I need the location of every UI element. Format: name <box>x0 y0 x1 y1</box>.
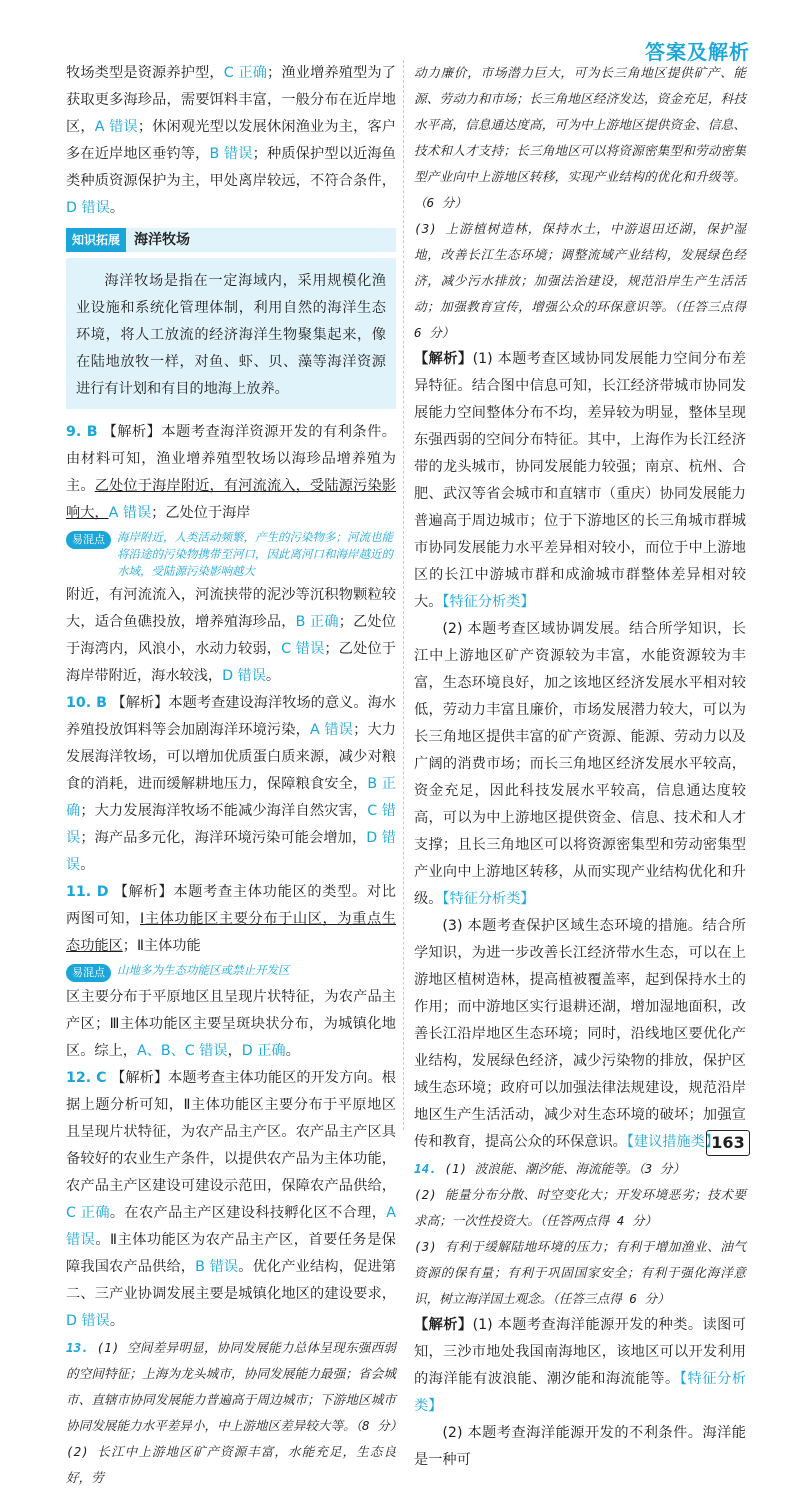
question-13-analysis-2 <box>414 616 746 913</box>
text: (1) 本题考查区域协同发展能力空间分布差异特征。结合图中信息可知，长江经济带城市协同发展能力空间整体分布不均，差异较为明显，整体呈现东强西弱的空间分布特征。其中，上海作为长江经济带的龙头城市，协同发展能力较强；南京、杭州、合肥、武汉等省会城市和直辖市（重庆）协同发展能力普遍高于周边城市；位于下游地区的长三角城市群城市协同发展能力水平差异相对较小，而位于中上游地区的长江中游城市群和成渝城市群整体差异相对较大。 <box>414 351 746 610</box>
text: 。 <box>285 1043 300 1059</box>
question-13-answer <box>66 1335 403 1491</box>
judgement: A 错误 <box>310 722 354 738</box>
judgement: C 正确 <box>66 1205 110 1221</box>
answer-13-part-1 <box>66 1335 403 1439</box>
judgement: B 正确 <box>295 614 339 630</box>
question-14-analysis-1 <box>414 1312 746 1420</box>
answer-14-part-2: (2) 能量分布分散、时空变化大；开发环境恶劣；技术要求高；一次性投资大。（任答两点得 4 分） <box>414 1187 746 1228</box>
analysis-label: 【解析】 <box>414 1317 473 1333</box>
text: 。优化产业结构，促进第二、三产业协调发展主要是城镇化地区的建设要求， <box>66 1259 396 1302</box>
text: ；海产品多元化，海洋环境污染可能会增加， <box>80 830 367 846</box>
judgement: D 错误 <box>66 200 110 216</box>
knowledge-extension-body: 海洋牧场是指在一定海域内，采用规模化渔业设施和系统化管理体制，利用自然的海洋生态环境，将人工放流的经济海洋生物聚集起来，像在陆地放牧一样，对鱼、虾、贝、藻等海洋资源进行有计划和有目的地海上放养。 <box>76 273 386 397</box>
knowledge-extension-header <box>66 228 396 252</box>
text: ；乙处位于海湾内，风浪小，水动力较弱， <box>66 614 396 657</box>
text: 区主要分布于平原地区且呈现片状特征，为农产品主产区；Ⅲ主体功能区主要呈斑块状分布，为城镇化地区。综上， <box>66 989 396 1059</box>
text: ；乙处位于海岸带附近，海水较浅， <box>66 641 396 684</box>
note-text: 海岸附近，人类活动频繁，产生的污染物多；河流也能将沿途的污染物携带至河口，因此离河口和海岸越近的水域，受陆源污染影响越大 <box>117 530 393 578</box>
confusion-note <box>66 962 396 982</box>
text: 附近，有河流流入，河流挟带的泥沙等沉积物颗粒较大，适合鱼礁投放，增养殖海珍品， <box>66 587 396 630</box>
judgement: C 正确 <box>223 65 268 81</box>
judgement: D 错误 <box>222 668 266 684</box>
answer-13-part-2: (2) 长江中上游地区矿产资源丰富，水能充足，生态良好，劳 <box>66 1444 396 1485</box>
text: 本题考查主体功能区的开发方向。根据上题分析可知，Ⅱ主体功能区主要分布于平原地区且呈现片状特征，为农产品主产区。农产品主产区具备较好的农业生产条件，以提供农产品为主体功能，农产品主产区建设可建设示范田，保障农产品供给， <box>66 1070 396 1194</box>
answer-13-part-3: (3) 上游植树造林，保持水土，中游退田还湖，保护湿地，改善长江生态环境；调整流域产业结构，发展绿色经济，减少污水排放；加强法治建设，规范沿岸生产生活活动；加强教育宣传，增强公众的环保意识等。（任答三点得 6 分） <box>414 221 746 340</box>
text: 。 <box>109 200 125 216</box>
judgement: C 错误 <box>66 803 396 846</box>
text: 。在农产品主产区建设科技孵化区不合理， <box>109 1205 387 1221</box>
text: (1) 本题考查海洋能源开发的种类。读图可知，三沙市地处我国南海地区，该地区可以开发利用的海洋能有波浪能、潮汐能和海流能等。 <box>414 1317 746 1387</box>
note-text: 山地多为生态功能区或禁止开发区 <box>117 963 290 977</box>
judgement: B 错误 <box>195 1259 239 1275</box>
analysis-label: 【解析】 <box>414 351 473 367</box>
knowledge-extension-tag: 知识拓展 <box>66 228 126 252</box>
judgement: A 错误 <box>66 1205 396 1248</box>
judgement: D 错误 <box>66 830 396 873</box>
question-number: 11. D <box>66 884 109 900</box>
question-number: 14. <box>414 1161 437 1176</box>
question-number: 10. B <box>66 695 107 711</box>
text: (2) 本题考查区域协调发展。结合所学知识，长江中上游地区矿产资源较为丰富，水能资源较为丰富，生态环境良好，加之该地区经济发展水平相对较低，劳动力丰富且廉价，市场发展潜力较大，可以为长三角地区提供丰富的矿产资源、能源、劳动力以及广阔的消费市场；而长三角地区经济发展水平较高，资金充足，因此科技发展水平较高，信息通达度较高，可以为中上游地区提供资金、信息、技术和人才支撑；且长三角地区可以将资源密集型和劳动密集型产业向中上游地区转移，从而实现产业结构优化和升级。 <box>414 621 746 907</box>
question-14-answer <box>414 1156 746 1312</box>
judgement: A 错误 <box>108 505 152 521</box>
analysis-label: 【解析】 <box>113 884 174 900</box>
question-10-explanation <box>66 690 396 879</box>
note-badge: 易混点 <box>66 531 111 549</box>
judgement: D 正确 <box>241 1043 286 1059</box>
analysis-label: 【解析】 <box>102 424 162 440</box>
analysis-label: 【解析】 <box>111 1070 169 1086</box>
question-number: 9. B <box>66 424 98 440</box>
text: 本题考查主体功能区的类型。对比两图可知， <box>66 884 396 927</box>
judgement: C 错误 <box>281 641 325 657</box>
question-11-explanation <box>66 879 396 960</box>
question-type-tag: 【特征分析类】 <box>414 1371 746 1414</box>
answer-14-part-1 <box>414 1156 746 1182</box>
question-9-explanation-cont <box>66 582 396 690</box>
header-title: 答案及解析 <box>645 40 750 64</box>
question-12-explanation <box>66 1065 396 1335</box>
question-number: 12. C <box>66 1070 107 1086</box>
judgement: B 错误 <box>209 146 253 162</box>
question-type-tag: 【建议措施类】 <box>626 1134 720 1150</box>
text: ；休闲观光型以发展休闲渔业为主，客户多在近岸地区垂钓等， <box>66 119 396 162</box>
confusion-note <box>66 529 396 580</box>
text: 。 <box>80 857 95 873</box>
page-number: 163 <box>706 1130 750 1156</box>
text: ；大力发展海洋牧场不能减少海洋自然灾害， <box>80 803 368 819</box>
knowledge-extension-title: 海洋牧场 <box>134 232 191 248</box>
answer-paragraph-8 <box>66 60 396 222</box>
right-column <box>414 60 746 1474</box>
text: ；种质保护型以近海鱼类种质资源保护为主，甲处离岸较远，不符合条件， <box>66 146 396 189</box>
question-13-answer-cont <box>414 60 746 346</box>
text: ；乙处位于海岸 <box>151 505 251 521</box>
left-column <box>66 60 403 1491</box>
note-badge: 易混点 <box>66 964 111 982</box>
text: Ⅰ主体功能区主要分布于山区，为重点生态功能区 <box>66 911 396 954</box>
question-13-analysis-3 <box>414 913 746 1156</box>
question-type-tag: 【特征分析类】 <box>442 594 535 610</box>
text: 。 <box>265 668 281 684</box>
answer-13-part-2-cont: 动力廉价，市场潜力巨大，可为长三角地区提供矿产、能源、劳动力和市场；长三角地区经济发达，资金充足，科技水平高，信息通达度高，可为中上游地区提供资金、信息、技术和人才支持；长三角地区可以将资源密集型和劳动密集型产业向中上游地区转移，实现产业结构的优化和升级等。（6 分） <box>414 65 746 210</box>
text: 牧场类型是资源养护型， <box>66 65 224 81</box>
text: 本题考查海洋资源开发的有利条件。由材料可知，渔业增养殖型牧场以海珍品增养殖为主。 <box>66 424 396 494</box>
column-divider <box>403 60 404 1130</box>
text: ， <box>227 1043 242 1059</box>
text: (3) 本题考查保护区域生态环境的措施。结合所学知识，为进一步改善长江经济带水生态，可以在上游地区植树造林，提高植被覆盖率，起到保持水土的作用；而中游地区实行退耕还湖，增加湿地面积，改善长江沿岸地区生态环境；同时，沿线地区要优化产业结构，发展绿色经济，减少污染物的排放，保护区域生态环境；政府可以加强法律法规建设，规范沿岸地区生产生活活动，减少对生态环境的破坏；加强宣传和教育，提高公众的环保意识。 <box>414 918 746 1150</box>
question-14-analysis-2: (2) 本题考查海洋能源开发的不利条件。海洋能是一种可 <box>414 1425 746 1468</box>
text: 。 <box>109 1313 125 1329</box>
text: ；Ⅱ主体功能 <box>122 938 201 954</box>
page-header <box>0 0 800 64</box>
text: 。Ⅱ主体功能区为农产品主产区，首要任务是保障我国农产品供给， <box>66 1232 396 1275</box>
question-13-analysis-1 <box>414 346 746 616</box>
text: 乙处位于海岸附近，有河流流入，受陆源污染影响大， <box>66 478 396 521</box>
question-9-explanation <box>66 419 396 527</box>
judgement: D 错误 <box>66 1313 110 1329</box>
analysis-label: 【解析】 <box>111 695 169 711</box>
text: (1) 波浪能、潮汐能、海流能等。（3 分） <box>444 1161 686 1176</box>
text: 本题考查建设海洋牧场的意义。海水养殖投放饵料等会加剧海洋环境污染， <box>66 695 396 738</box>
text: ；大力发展海洋牧场，可以增加优质蛋白质来源，减少对粮食的消耗，进而缓解耕地压力，保障粮食安全， <box>66 722 396 792</box>
question-11-explanation-cont <box>66 984 396 1065</box>
judgement: B 正确 <box>66 776 396 819</box>
question-number: 13. <box>66 1340 89 1355</box>
text: ；渔业增养殖型为了获取更多海珍品，需要饵料丰富，一般分布在近岸地区， <box>66 65 396 135</box>
judgement: A 错误 <box>94 119 138 135</box>
answer-14-part-3: (3) 有利于缓解陆地环境的压力；有利于增加渔业、油气资源的保有量；有利于巩固国家安全；有利于强化海洋意识，树立海洋国土观念。（任答三点得 6 分） <box>414 1239 746 1306</box>
question-type-tag: 【特征分析类】 <box>442 891 535 907</box>
text: (1) 空间差异明显，协同发展能力总体呈现东强西弱的空间特征；上海为龙头城市，协同发展能力最强；省会城市、直辖市协同发展能力普遍高于周边城市；下游地区城市协同发展能力水平差异小，中上游地区差异较大等。（8 分） <box>66 1340 403 1433</box>
knowledge-extension-box <box>66 258 396 409</box>
judgement: A、B、C 错误 <box>136 1043 228 1059</box>
